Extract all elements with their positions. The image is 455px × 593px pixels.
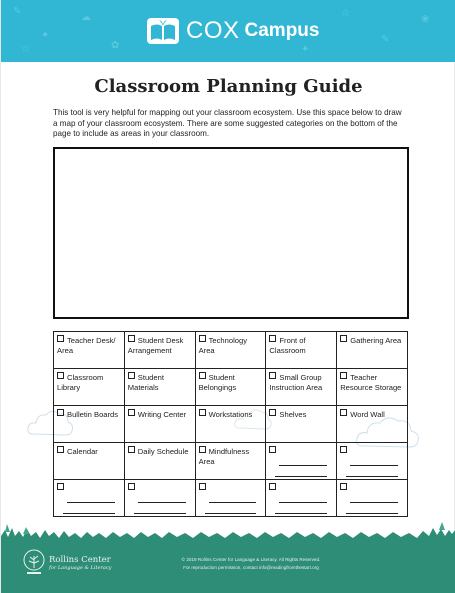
category-cell[interactable] <box>266 406 337 443</box>
category-label: Teacher Desk/ Area <box>57 336 116 355</box>
category-label: Writing Center <box>137 410 187 419</box>
category-cell[interactable] <box>54 332 125 369</box>
checkbox[interactable] <box>128 446 135 453</box>
write-in-line[interactable] <box>134 513 186 514</box>
category-label: Teacher Resource Storage <box>340 373 402 392</box>
blank-category-cell[interactable] <box>195 480 266 517</box>
category-label: Classroom Library <box>57 373 104 392</box>
category-label: Mindfulness Area <box>198 447 250 466</box>
blank-category-cell[interactable] <box>124 480 195 517</box>
write-in-line[interactable] <box>209 502 257 503</box>
category-label: Calendar <box>67 447 98 456</box>
checkbox[interactable] <box>199 372 206 379</box>
write-in-line[interactable] <box>138 502 186 503</box>
checkbox[interactable] <box>269 335 276 342</box>
checkbox[interactable] <box>340 409 347 416</box>
category-cell[interactable] <box>266 332 337 369</box>
category-cell[interactable] <box>337 406 408 443</box>
doodle-decoration: ✦ <box>301 44 310 55</box>
checkbox[interactable] <box>340 372 347 379</box>
checkbox[interactable] <box>269 372 276 379</box>
checkbox[interactable] <box>128 409 135 416</box>
org-name: Rollins Center <box>49 554 111 565</box>
blank-category-cell[interactable] <box>266 480 337 517</box>
category-cell[interactable] <box>337 369 408 406</box>
doodle-decoration: ✦ <box>41 30 50 41</box>
checkbox[interactable] <box>269 446 276 453</box>
category-cell[interactable] <box>195 332 266 369</box>
category-label: Technology Area <box>198 336 248 355</box>
checkbox[interactable] <box>269 483 276 490</box>
checkbox[interactable] <box>340 446 347 453</box>
intro-text: This tool is very helpful for mapping out your classroom ecosystem. Use this space below to draw a map of your classroom ecosystem. There are some suggested categories on the bottom of the page to include as areas in your classroom. <box>53 108 402 138</box>
permissions-text[interactable]: For reproduction permission, contact info@readingfromthestart.org <box>183 565 319 570</box>
category-label: Gathering Area <box>350 336 402 345</box>
category-label: Student Belongings <box>198 373 237 392</box>
write-in-line[interactable] <box>279 502 327 503</box>
copyright-text: © 2019 Rollins Center for Language & Literacy. All Rights Reserved. <box>181 557 321 562</box>
write-in-line[interactable] <box>63 513 115 514</box>
write-in-line[interactable] <box>346 513 398 514</box>
category-cell[interactable] <box>124 406 195 443</box>
category-cell[interactable] <box>266 369 337 406</box>
write-in-line[interactable] <box>350 502 398 503</box>
category-cell[interactable] <box>124 332 195 369</box>
checkbox[interactable] <box>199 483 206 490</box>
category-cell[interactable] <box>54 369 125 406</box>
checkbox[interactable] <box>199 409 206 416</box>
checkbox[interactable] <box>57 372 64 379</box>
checkbox[interactable] <box>128 335 135 342</box>
category-label: Shelves <box>279 410 307 419</box>
rollins-center-logo[interactable] <box>23 548 111 578</box>
checkbox[interactable] <box>340 483 347 490</box>
category-cell[interactable] <box>337 332 408 369</box>
checkbox[interactable] <box>57 446 64 453</box>
category-cell[interactable] <box>195 406 266 443</box>
page-title: Classroom Planning Guide <box>94 76 363 97</box>
category-cell[interactable] <box>195 369 266 406</box>
blank-category-cell[interactable] <box>54 480 125 517</box>
doodle-decoration: ☆ <box>21 44 30 55</box>
checkbox[interactable] <box>57 409 64 416</box>
doodle-decoration: ✎ <box>381 34 390 45</box>
category-cell[interactable] <box>195 443 266 480</box>
category-label: Student Desk Arrangement <box>127 336 184 355</box>
category-label: Workstations <box>208 410 253 419</box>
category-grid <box>53 331 408 517</box>
category-cell[interactable] <box>54 406 125 443</box>
blank-category-cell[interactable] <box>266 443 337 480</box>
blank-category-cell[interactable] <box>337 480 408 517</box>
write-in-line[interactable] <box>67 502 115 503</box>
checkbox[interactable] <box>57 483 64 490</box>
write-in-line[interactable] <box>346 476 398 477</box>
checkbox[interactable] <box>199 335 206 342</box>
brand-cox: COX <box>186 17 240 44</box>
write-in-line[interactable] <box>279 465 327 466</box>
blank-category-cell[interactable] <box>337 443 408 480</box>
category-label: Word Wall <box>350 410 385 419</box>
doodle-decoration: ✿ <box>111 40 120 51</box>
footer-copyright <box>131 556 371 572</box>
category-label: Front of Classroom <box>269 336 306 355</box>
grid-row <box>54 406 408 443</box>
doodle-decoration: ❀ <box>421 14 430 25</box>
checkbox[interactable] <box>128 483 135 490</box>
doodle-decoration: ☁ <box>81 12 91 23</box>
grid-row <box>54 480 408 517</box>
write-in-line[interactable] <box>275 513 327 514</box>
open-book-sprout-icon <box>146 17 180 45</box>
category-cell[interactable] <box>54 443 125 480</box>
checkbox[interactable] <box>57 335 64 342</box>
category-label: Student Materials <box>127 373 164 392</box>
grid-row <box>54 332 408 369</box>
cox-campus-logo[interactable] <box>146 14 319 48</box>
checkbox[interactable] <box>128 372 135 379</box>
checkbox[interactable] <box>269 409 276 416</box>
org-subtitle: for Language & Literacy <box>49 564 112 571</box>
map-drawing-area[interactable] <box>53 147 409 319</box>
write-in-line[interactable] <box>275 476 327 477</box>
grid-row <box>54 369 408 406</box>
doodle-decoration: ✎ <box>13 6 22 17</box>
category-cell[interactable] <box>124 369 195 406</box>
checkbox[interactable] <box>199 446 206 453</box>
header-banner <box>1 0 455 62</box>
doodle-decoration: ☆ <box>341 8 350 19</box>
category-cell[interactable] <box>124 443 195 480</box>
category-label: Bulletin Boards <box>67 410 119 419</box>
checkbox[interactable] <box>340 335 347 342</box>
grid-row <box>54 443 408 480</box>
category-label: Small Group Instruction Area <box>269 373 323 392</box>
tree-seal-icon <box>23 548 45 578</box>
write-in-line[interactable] <box>350 465 398 466</box>
write-in-line[interactable] <box>205 513 257 514</box>
category-label: Daily Schedule <box>137 447 189 456</box>
brand-campus: Campus <box>244 20 320 41</box>
